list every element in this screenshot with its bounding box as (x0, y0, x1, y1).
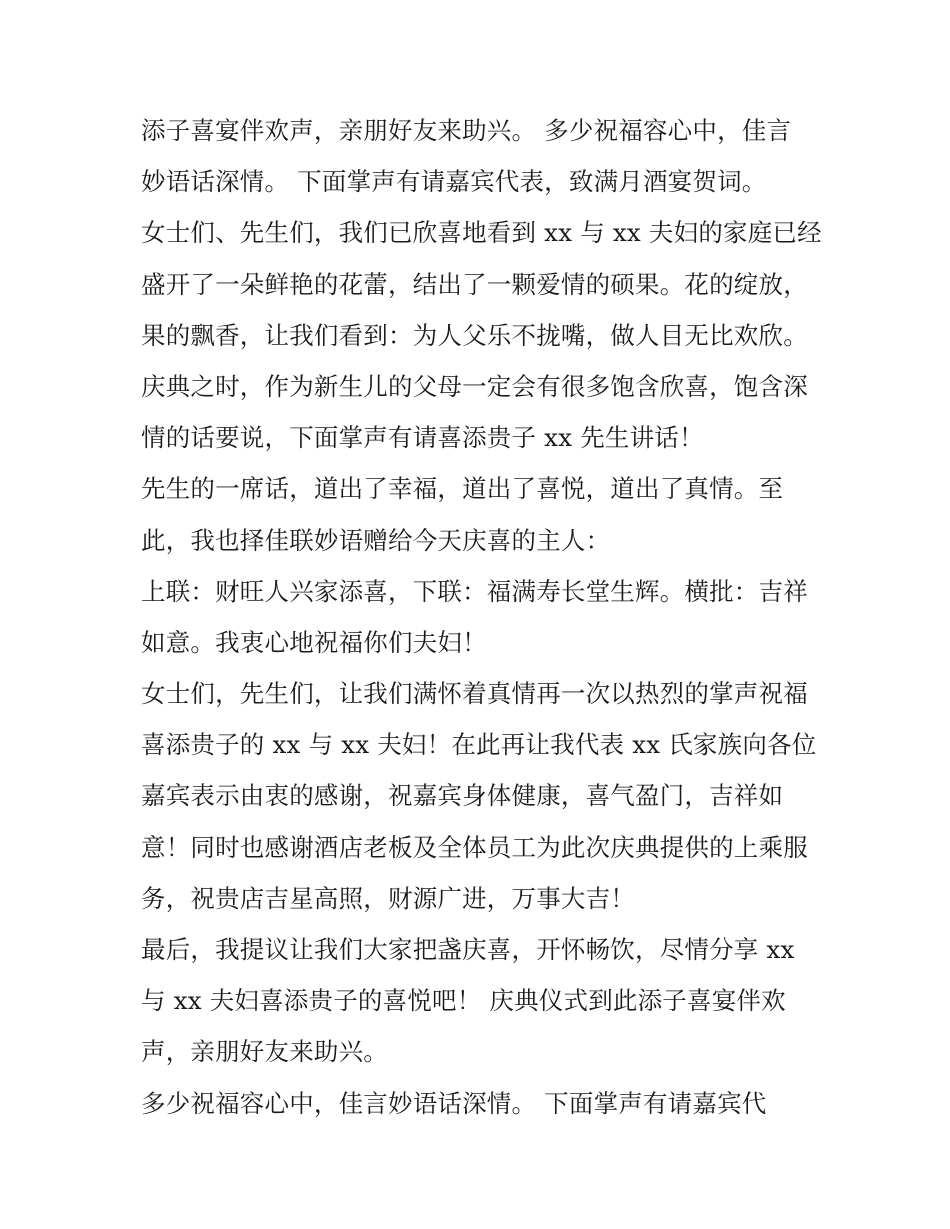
text-line: 上联：财旺人兴家添喜，下联：福满寿长堂生辉。横批：吉祥 (141, 576, 808, 606)
text-line: 妙语话深情。 下面掌声有请嘉宾代表，致满月酒宴贺词。 (141, 167, 767, 197)
text-line: 声，亲朋好友来助兴。 (141, 1037, 388, 1067)
text-line: 多少祝福容心中，佳言妙语话深情。 下面掌声有请嘉宾代 (141, 1088, 767, 1118)
text-line: 如意。我衷心地祝福你们夫妇！ (141, 627, 487, 657)
text-line: 最后，我提议让我们大家把盏庆喜，开怀畅饮，尽情分享 xx (141, 935, 795, 964)
text-line: 喜添贵子的 xx 与 xx 夫妇！在此再让我代表 xx 氏家族向各位 (141, 730, 817, 760)
text-line: 务，祝贵店吉星高照，财源广进，万事大吉！ (141, 883, 635, 913)
text-line: 此，我也择佳联妙语赠给今天庆喜的主人： (141, 525, 611, 555)
text-line: 情的话要说，下面掌声有请喜添贵子 xx 先生讲话！ (141, 423, 704, 453)
text-line: 先生的一席话，道出了幸福，道出了喜悦，道出了真情。至 (141, 474, 784, 504)
text-line: 女士们、先生们，我们已欣喜地看到 xx 与 xx 夫妇的家庭已经 (141, 218, 822, 248)
text-line: 庆典之时，作为新生儿的父母一定会有很多饱含欣喜，饱含深 (141, 371, 808, 401)
text-line: 意！同时也感谢酒店老板及全体员工为此次庆典提供的上乘服 (141, 832, 808, 862)
text-line: 添子喜宴伴欢声，亲朋好友来助兴。 多少祝福容心中，佳言 (141, 116, 792, 145)
text-line: 女士们，先生们，让我们满怀着真情再一次以热烈的掌声祝福 (141, 679, 808, 709)
document-body (141, 105, 821, 1129)
text-line: 果的飘香，让我们看到：为人父乐不拢嘴，做人目无比欢欣。 (141, 320, 808, 350)
text-line: 嘉宾表示由衷的感谢，祝嘉宾身体健康，喜气盈门，吉祥如 (141, 781, 784, 811)
text-line: 与 xx 夫妇喜添贵子的喜悦吧！ 庆典仪式到此添子喜宴伴欢 (141, 986, 786, 1016)
text-line: 盛开了一朵鲜艳的花蕾，结出了一颗爱情的硕果。花的绽放， (141, 269, 808, 299)
